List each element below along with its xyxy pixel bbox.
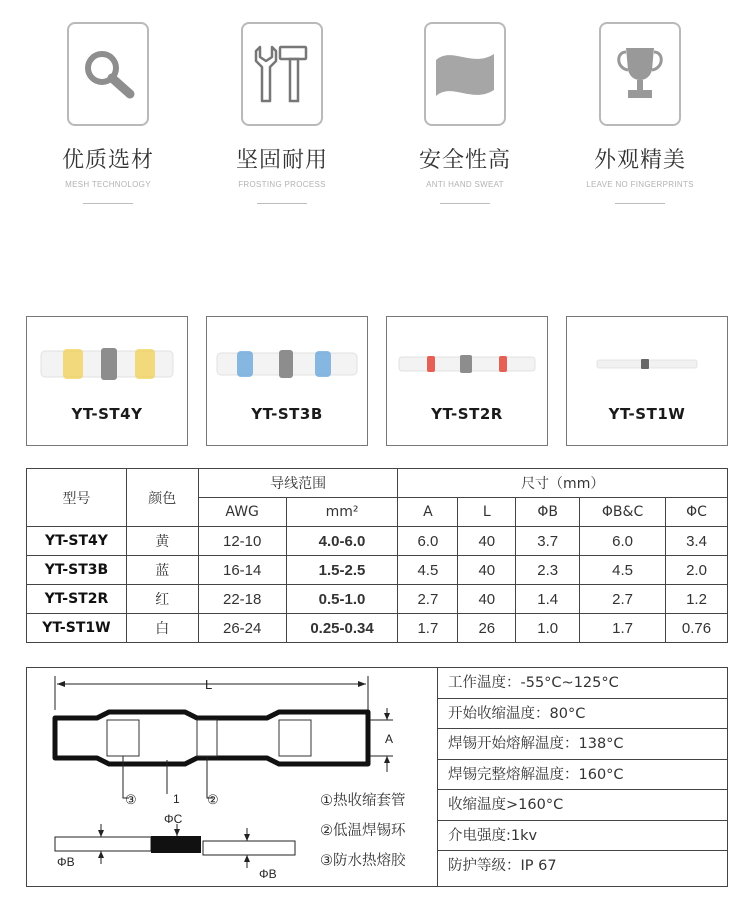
header-a: A [398, 498, 458, 527]
feature-subtitle: LEAVE NO FINGERPRINTS [586, 180, 694, 189]
cell-color: 白 [126, 614, 198, 643]
header-l: L [458, 498, 516, 527]
product-label: YT-ST1W [608, 405, 686, 423]
header-phi-b: ΦB [516, 498, 580, 527]
table-row [27, 614, 728, 643]
cell-a: 6.0 [398, 527, 458, 556]
property-item: 开始收缩温度：80°C [438, 699, 727, 730]
cell-phi-b: 3.7 [516, 527, 580, 556]
cell-phi-c: 3.4 [666, 527, 728, 556]
table-row [27, 585, 728, 614]
label-phi-c: ΦC [164, 812, 183, 826]
divider [440, 203, 490, 204]
connector-image [567, 339, 727, 389]
feature-icon-box [241, 22, 323, 126]
cell-model: YT-ST4Y [27, 527, 127, 556]
cell-l: 40 [458, 556, 516, 585]
features-section [0, 22, 750, 212]
cell-awg: 22-18 [198, 585, 286, 614]
cell-awg: 12-10 [198, 527, 286, 556]
dimension-diagram [27, 668, 438, 886]
feature-icon-box [599, 22, 681, 126]
cell-phi-c: 2.0 [666, 556, 728, 585]
trophy-icon [608, 42, 672, 106]
table-header-row [27, 469, 728, 498]
feature-title: 外观精美 [593, 148, 686, 173]
label-a: A [385, 732, 394, 746]
product-card [566, 316, 728, 446]
property-item: 介电强度:1kv [438, 821, 727, 852]
connector-image [207, 339, 367, 389]
cell-phi-c: 1.2 [666, 585, 728, 614]
legend-item: ③防水热熔胶 [320, 853, 406, 869]
label-phi-b-right: ΦB [259, 867, 277, 881]
cell-phi-bc: 6.0 [580, 527, 666, 556]
feature-safety [375, 22, 555, 204]
feature-subtitle: FROSTING PROCESS [238, 180, 326, 189]
header-awg: AWG [198, 498, 286, 527]
property-item: 焊锡完整熔解温度：160°C [438, 760, 727, 791]
cell-phi-b: 2.3 [516, 556, 580, 585]
feature-appearance [550, 22, 730, 204]
divider [83, 203, 133, 204]
connector-image [387, 339, 547, 389]
cell-phi-bc: 4.5 [580, 556, 666, 585]
cell-color: 红 [126, 585, 198, 614]
product-card [26, 316, 188, 446]
cell-mm2: 0.25-0.34 [286, 614, 398, 643]
cell-model: YT-ST2R [27, 585, 127, 614]
header-model: 型号 [27, 469, 127, 527]
feature-title: 安全性高 [418, 148, 511, 173]
product-card [386, 316, 548, 446]
divider [257, 203, 307, 204]
product-label: YT-ST3B [251, 405, 323, 423]
header-wire-range: 导线范围 [198, 469, 398, 498]
label-1: 1 [173, 792, 180, 806]
cell-awg: 26-24 [198, 614, 286, 643]
divider [615, 203, 665, 204]
table-row [27, 527, 728, 556]
header-size: 尺寸（mm） [398, 469, 728, 498]
cell-l: 40 [458, 585, 516, 614]
cell-mm2: 4.0-6.0 [286, 527, 398, 556]
spec-table [26, 468, 728, 643]
cell-a: 1.7 [398, 614, 458, 643]
label-3: ③ [125, 792, 137, 807]
feature-subtitle: ANTI HAND SWEAT [426, 180, 504, 189]
cell-l: 40 [458, 527, 516, 556]
cell-model: YT-ST1W [27, 614, 127, 643]
feature-quality [18, 22, 198, 204]
feature-title: 坚固耐用 [235, 148, 328, 173]
product-label: YT-ST2R [431, 405, 503, 423]
magnifier-icon [76, 42, 140, 106]
header-phi-c: ΦC [666, 498, 728, 527]
cell-model: YT-ST3B [27, 556, 127, 585]
property-item: 工作温度：-55°C~125°C [438, 668, 727, 699]
property-item: 防护等级：IP 67 [448, 858, 557, 874]
cell-color: 黄 [126, 527, 198, 556]
header-color: 颜色 [126, 469, 198, 527]
cell-phi-c: 0.76 [666, 614, 728, 643]
cell-phi-b: 1.4 [516, 585, 580, 614]
label-phi-b-left: ΦB [57, 855, 75, 869]
cell-a: 4.5 [398, 556, 458, 585]
cell-phi-bc: 1.7 [580, 614, 666, 643]
product-card [206, 316, 368, 446]
header-phi-bc: ΦB&C [580, 498, 666, 527]
property-item: 收缩温度>160°C [438, 790, 727, 821]
feature-durable [192, 22, 372, 204]
cell-a: 2.7 [398, 585, 458, 614]
header-mm2: mm² [286, 498, 398, 527]
feature-title: 优质选材 [61, 148, 154, 173]
tools-icon [250, 39, 314, 109]
table-row [27, 556, 728, 585]
cell-phi-bc: 2.7 [580, 585, 666, 614]
feature-icon-box [67, 22, 149, 126]
properties-list [438, 668, 727, 886]
cell-phi-b: 1.0 [516, 614, 580, 643]
product-label: YT-ST4Y [71, 405, 143, 423]
cell-mm2: 1.5-2.5 [286, 556, 398, 585]
connector-image [27, 339, 187, 389]
property-item: 焊锡开始熔解温度：138°C [438, 729, 727, 760]
legend-item: ②低温焊锡环 [320, 823, 406, 839]
label-l: L [205, 677, 213, 692]
feature-subtitle: MESH TECHNOLOGY [65, 180, 151, 189]
diagram-panel [26, 667, 728, 887]
wave-flag-icon [432, 46, 498, 102]
legend-item: ①热收缩套管 [320, 793, 406, 809]
feature-icon-box [424, 22, 506, 126]
cell-l: 26 [458, 614, 516, 643]
label-2: ② [207, 792, 219, 807]
cell-color: 蓝 [126, 556, 198, 585]
cell-awg: 16-14 [198, 556, 286, 585]
cell-mm2: 0.5-1.0 [286, 585, 398, 614]
